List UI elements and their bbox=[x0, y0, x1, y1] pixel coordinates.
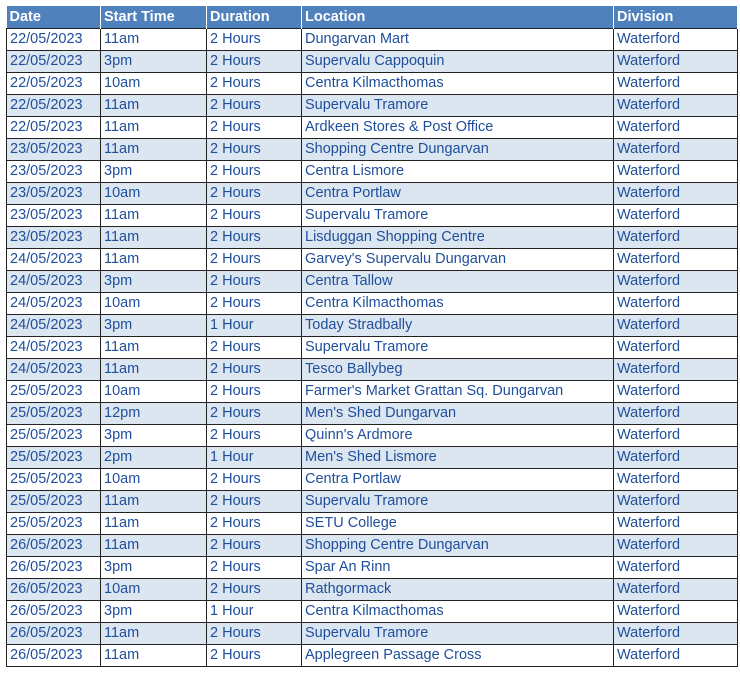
cell-location[interactable]: Ardkeen Stores & Post Office bbox=[302, 117, 614, 139]
cell-date[interactable]: 25/05/2023 bbox=[7, 513, 101, 535]
cell-date[interactable]: 24/05/2023 bbox=[7, 359, 101, 381]
cell-date[interactable]: 23/05/2023 bbox=[7, 205, 101, 227]
cell-date[interactable]: 22/05/2023 bbox=[7, 117, 101, 139]
table-row bbox=[7, 425, 738, 447]
table-row bbox=[7, 315, 738, 337]
cell-start-time[interactable]: 10am bbox=[101, 183, 207, 205]
cell-date[interactable]: 26/05/2023 bbox=[7, 535, 101, 557]
cell-location[interactable]: Quinn's Ardmore bbox=[302, 425, 614, 447]
cell-start-time[interactable]: 3pm bbox=[101, 315, 207, 337]
cell-date[interactable]: 22/05/2023 bbox=[7, 73, 101, 95]
cell-duration[interactable]: 2 Hours bbox=[207, 623, 302, 645]
table-row bbox=[7, 249, 738, 271]
cell-start-time[interactable]: 10am bbox=[101, 381, 207, 403]
table-row bbox=[7, 601, 738, 623]
table-row bbox=[7, 337, 738, 359]
cell-duration[interactable]: 2 Hours bbox=[207, 513, 302, 535]
table-row bbox=[7, 227, 738, 249]
cell-duration[interactable]: 2 Hours bbox=[207, 359, 302, 381]
header-start-time[interactable]: Start Time bbox=[101, 6, 207, 29]
cell-date[interactable]: 25/05/2023 bbox=[7, 403, 101, 425]
cell-start-time[interactable]: 11am bbox=[101, 227, 207, 249]
cell-date[interactable]: 23/05/2023 bbox=[7, 139, 101, 161]
table-row bbox=[7, 161, 738, 183]
cell-location[interactable]: Lisduggan Shopping Centre bbox=[302, 227, 614, 249]
cell-division[interactable]: Waterford bbox=[614, 51, 738, 73]
cell-division[interactable]: Waterford bbox=[614, 227, 738, 249]
cell-start-time[interactable]: 11am bbox=[101, 205, 207, 227]
cell-start-time[interactable]: 11am bbox=[101, 139, 207, 161]
cell-date[interactable]: 22/05/2023 bbox=[7, 51, 101, 73]
cell-date[interactable]: 22/05/2023 bbox=[7, 95, 101, 117]
cell-location[interactable]: Centra Lismore bbox=[302, 161, 614, 183]
table-row bbox=[7, 205, 738, 227]
table-row bbox=[7, 359, 738, 381]
cell-location[interactable]: Supervalu Tramore bbox=[302, 95, 614, 117]
cell-start-time[interactable]: 11am bbox=[101, 513, 207, 535]
table-row bbox=[7, 513, 738, 535]
cell-start-time[interactable]: 10am bbox=[101, 73, 207, 95]
table-row bbox=[7, 73, 738, 95]
table-row bbox=[7, 117, 738, 139]
cell-date[interactable]: 26/05/2023 bbox=[7, 645, 101, 667]
table-row bbox=[7, 447, 738, 469]
table-row bbox=[7, 139, 738, 161]
cell-location[interactable]: Dungarvan Mart bbox=[302, 29, 614, 51]
cell-start-time[interactable]: 11am bbox=[101, 491, 207, 513]
cell-start-time[interactable]: 11am bbox=[101, 645, 207, 667]
header-duration[interactable]: Duration bbox=[207, 6, 302, 29]
table-row bbox=[7, 623, 738, 645]
cell-division[interactable]: Waterford bbox=[614, 359, 738, 381]
cell-duration[interactable]: 2 Hours bbox=[207, 579, 302, 601]
table-body bbox=[7, 29, 738, 667]
cell-start-time[interactable]: 10am bbox=[101, 293, 207, 315]
cell-location[interactable]: Applegreen Passage Cross bbox=[302, 645, 614, 667]
cell-division[interactable]: Waterford bbox=[614, 271, 738, 293]
cell-duration[interactable]: 2 Hours bbox=[207, 535, 302, 557]
header-date[interactable]: Date bbox=[7, 6, 101, 29]
cell-location[interactable]: Centra Portlaw bbox=[302, 469, 614, 491]
cell-date[interactable]: 25/05/2023 bbox=[7, 469, 101, 491]
cell-duration[interactable]: 2 Hours bbox=[207, 645, 302, 667]
header-division[interactable]: Division bbox=[614, 6, 738, 29]
cell-duration[interactable]: 2 Hours bbox=[207, 51, 302, 73]
cell-location[interactable]: Spar An Rinn bbox=[302, 557, 614, 579]
cell-start-time[interactable]: 3pm bbox=[101, 51, 207, 73]
cell-location[interactable]: SETU College bbox=[302, 513, 614, 535]
cell-start-time[interactable]: 11am bbox=[101, 95, 207, 117]
cell-duration[interactable]: 1 Hour bbox=[207, 447, 302, 469]
cell-start-time[interactable]: 3pm bbox=[101, 271, 207, 293]
table-row bbox=[7, 557, 738, 579]
cell-start-time[interactable]: 11am bbox=[101, 337, 207, 359]
cell-division[interactable]: Waterford bbox=[614, 579, 738, 601]
cell-start-time[interactable]: 11am bbox=[101, 535, 207, 557]
cell-duration[interactable]: 2 Hours bbox=[207, 29, 302, 51]
schedule-sheet bbox=[6, 6, 738, 667]
cell-division[interactable]: Waterford bbox=[614, 205, 738, 227]
cell-duration[interactable]: 2 Hours bbox=[207, 139, 302, 161]
cell-duration[interactable]: 2 Hours bbox=[207, 469, 302, 491]
cell-location[interactable]: Rathgormack bbox=[302, 579, 614, 601]
cell-start-time[interactable]: 11am bbox=[101, 249, 207, 271]
table-row bbox=[7, 95, 738, 117]
cell-location[interactable]: Farmer's Market Grattan Sq. Dungarvan bbox=[302, 381, 614, 403]
table-row bbox=[7, 645, 738, 667]
cell-duration[interactable]: 2 Hours bbox=[207, 161, 302, 183]
cell-location[interactable]: Men's Shed Lismore bbox=[302, 447, 614, 469]
cell-location[interactable]: Shopping Centre Dungarvan bbox=[302, 535, 614, 557]
cell-date[interactable]: 26/05/2023 bbox=[7, 623, 101, 645]
schedule-table bbox=[6, 6, 738, 667]
cell-location[interactable]: Supervalu Tramore bbox=[302, 491, 614, 513]
cell-duration[interactable]: 2 Hours bbox=[207, 117, 302, 139]
cell-date[interactable]: 23/05/2023 bbox=[7, 227, 101, 249]
cell-division[interactable]: Waterford bbox=[614, 535, 738, 557]
cell-start-time[interactable]: 10am bbox=[101, 579, 207, 601]
cell-duration[interactable]: 2 Hours bbox=[207, 227, 302, 249]
cell-date[interactable]: 24/05/2023 bbox=[7, 249, 101, 271]
cell-division[interactable]: Waterford bbox=[614, 337, 738, 359]
cell-division[interactable]: Waterford bbox=[614, 403, 738, 425]
cell-date[interactable]: 26/05/2023 bbox=[7, 557, 101, 579]
cell-start-time[interactable]: 3pm bbox=[101, 557, 207, 579]
cell-start-time[interactable]: 3pm bbox=[101, 161, 207, 183]
table-row bbox=[7, 535, 738, 557]
cell-date[interactable]: 25/05/2023 bbox=[7, 491, 101, 513]
cell-division[interactable]: Waterford bbox=[614, 249, 738, 271]
cell-division[interactable]: Waterford bbox=[614, 601, 738, 623]
cell-date[interactable]: 24/05/2023 bbox=[7, 315, 101, 337]
cell-date[interactable]: 24/05/2023 bbox=[7, 271, 101, 293]
cell-location[interactable]: Centra Portlaw bbox=[302, 183, 614, 205]
table-row bbox=[7, 293, 738, 315]
cell-duration[interactable]: 2 Hours bbox=[207, 381, 302, 403]
cell-division[interactable]: Waterford bbox=[614, 469, 738, 491]
cell-start-time[interactable]: 3pm bbox=[101, 425, 207, 447]
cell-location[interactable]: Supervalu Tramore bbox=[302, 205, 614, 227]
cell-division[interactable]: Waterford bbox=[614, 645, 738, 667]
cell-start-time[interactable]: 12pm bbox=[101, 403, 207, 425]
cell-start-time[interactable]: 2pm bbox=[101, 447, 207, 469]
cell-duration[interactable]: 2 Hours bbox=[207, 557, 302, 579]
cell-division[interactable]: Waterford bbox=[614, 73, 738, 95]
table-row bbox=[7, 271, 738, 293]
cell-location[interactable]: Today Stradbally bbox=[302, 315, 614, 337]
cell-division[interactable]: Waterford bbox=[614, 557, 738, 579]
cell-location[interactable]: Centra Kilmacthomas bbox=[302, 73, 614, 95]
cell-date[interactable]: 23/05/2023 bbox=[7, 161, 101, 183]
cell-date[interactable]: 24/05/2023 bbox=[7, 293, 101, 315]
cell-division[interactable]: Waterford bbox=[614, 315, 738, 337]
cell-division[interactable]: Waterford bbox=[614, 513, 738, 535]
cell-location[interactable]: Centra Kilmacthomas bbox=[302, 601, 614, 623]
header-row bbox=[7, 6, 738, 29]
cell-date[interactable]: 22/05/2023 bbox=[7, 29, 101, 51]
cell-division[interactable]: Waterford bbox=[614, 29, 738, 51]
cell-date[interactable]: 25/05/2023 bbox=[7, 381, 101, 403]
cell-date[interactable]: 25/05/2023 bbox=[7, 447, 101, 469]
table-row bbox=[7, 403, 738, 425]
table-row bbox=[7, 51, 738, 73]
cell-start-time[interactable]: 11am bbox=[101, 117, 207, 139]
cell-duration[interactable]: 2 Hours bbox=[207, 73, 302, 95]
cell-start-time[interactable]: 11am bbox=[101, 623, 207, 645]
cell-start-time[interactable]: 10am bbox=[101, 469, 207, 491]
cell-duration[interactable]: 2 Hours bbox=[207, 95, 302, 117]
cell-location[interactable]: Men's Shed Dungarvan bbox=[302, 403, 614, 425]
cell-location[interactable]: Shopping Centre Dungarvan bbox=[302, 139, 614, 161]
cell-division[interactable]: Waterford bbox=[614, 183, 738, 205]
table-row bbox=[7, 469, 738, 491]
cell-duration[interactable]: 2 Hours bbox=[207, 403, 302, 425]
cell-date[interactable]: 26/05/2023 bbox=[7, 601, 101, 623]
cell-start-time[interactable]: 3pm bbox=[101, 601, 207, 623]
cell-location[interactable]: Centra Kilmacthomas bbox=[302, 293, 614, 315]
cell-location[interactable]: Centra Tallow bbox=[302, 271, 614, 293]
cell-division[interactable]: Waterford bbox=[614, 95, 738, 117]
cell-date[interactable]: 26/05/2023 bbox=[7, 579, 101, 601]
cell-date[interactable]: 23/05/2023 bbox=[7, 183, 101, 205]
cell-division[interactable]: Waterford bbox=[614, 117, 738, 139]
cell-start-time[interactable]: 11am bbox=[101, 29, 207, 51]
cell-duration[interactable]: 2 Hours bbox=[207, 491, 302, 513]
cell-start-time[interactable]: 11am bbox=[101, 359, 207, 381]
table-row bbox=[7, 579, 738, 601]
cell-duration[interactable]: 2 Hours bbox=[207, 205, 302, 227]
cell-division[interactable]: Waterford bbox=[614, 491, 738, 513]
cell-date[interactable]: 24/05/2023 bbox=[7, 337, 101, 359]
cell-date[interactable]: 25/05/2023 bbox=[7, 425, 101, 447]
table-row bbox=[7, 491, 738, 513]
cell-division[interactable]: Waterford bbox=[614, 161, 738, 183]
table-row bbox=[7, 29, 738, 51]
cell-location[interactable]: Supervalu Cappoquin bbox=[302, 51, 614, 73]
cell-duration[interactable]: 1 Hour bbox=[207, 315, 302, 337]
cell-location[interactable]: Supervalu Tramore bbox=[302, 623, 614, 645]
cell-location[interactable]: Supervalu Tramore bbox=[302, 337, 614, 359]
cell-division[interactable]: Waterford bbox=[614, 425, 738, 447]
cell-division[interactable]: Waterford bbox=[614, 139, 738, 161]
table-row bbox=[7, 183, 738, 205]
cell-division[interactable]: Waterford bbox=[614, 623, 738, 645]
cell-duration[interactable]: 2 Hours bbox=[207, 293, 302, 315]
cell-division[interactable]: Waterford bbox=[614, 293, 738, 315]
cell-duration[interactable]: 2 Hours bbox=[207, 425, 302, 447]
cell-duration[interactable]: 1 Hour bbox=[207, 601, 302, 623]
cell-location[interactable]: Tesco Ballybeg bbox=[302, 359, 614, 381]
cell-division[interactable]: Waterford bbox=[614, 381, 738, 403]
table-row bbox=[7, 381, 738, 403]
cell-duration[interactable]: 2 Hours bbox=[207, 271, 302, 293]
cell-duration[interactable]: 2 Hours bbox=[207, 183, 302, 205]
header-location[interactable]: Location bbox=[302, 6, 614, 29]
cell-duration[interactable]: 2 Hours bbox=[207, 249, 302, 271]
cell-location[interactable]: Garvey's Supervalu Dungarvan bbox=[302, 249, 614, 271]
cell-duration[interactable]: 2 Hours bbox=[207, 337, 302, 359]
cell-division[interactable]: Waterford bbox=[614, 447, 738, 469]
